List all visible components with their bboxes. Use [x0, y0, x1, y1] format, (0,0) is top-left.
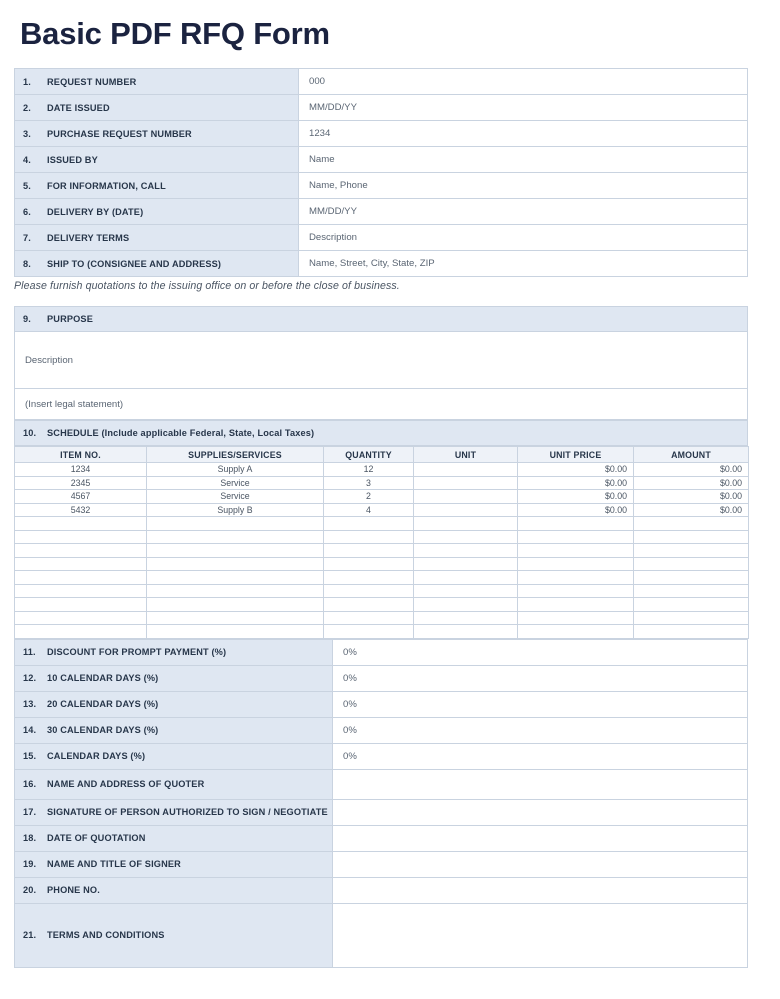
info-label-cell [15, 147, 299, 173]
table-row [15, 639, 748, 665]
info-label-cell [15, 69, 299, 95]
info-value-field[interactable]: Name [299, 147, 748, 173]
row-number: 15. [23, 751, 37, 762]
schedule-cell-empty[interactable] [147, 584, 324, 598]
quoter-label-cell [15, 877, 333, 903]
schedule-cell-empty[interactable] [414, 530, 518, 544]
table-row [15, 95, 748, 121]
row-label: DELIVERY TERMS [47, 232, 130, 243]
quoter-label-cell [15, 903, 333, 967]
schedule-cell-empty[interactable] [324, 625, 414, 639]
schedule-cell-empty[interactable] [634, 544, 749, 558]
quoter-value-field[interactable] [333, 825, 748, 851]
schedule-row [15, 463, 749, 477]
schedule-cell-unit-price[interactable]: $0.00 [518, 476, 634, 490]
schedule-row-empty [15, 517, 749, 531]
schedule-column-header: QUANTITY [324, 447, 414, 463]
info-label-cell [15, 173, 299, 199]
info-label-cell [15, 251, 299, 277]
schedule-cell-empty[interactable] [634, 557, 749, 571]
schedule-cell-empty[interactable] [147, 530, 324, 544]
schedule-cell-unit[interactable] [414, 463, 518, 477]
schedule-number: 10. [23, 428, 37, 439]
row-number: 12. [23, 673, 37, 684]
schedule-cell-empty[interactable] [324, 598, 414, 612]
schedule-cell-supplies-services[interactable]: Service [147, 490, 324, 504]
schedule-row-empty [15, 625, 749, 639]
row-number: 21. [23, 930, 37, 941]
schedule-cell-unit[interactable] [414, 490, 518, 504]
row-label: SHIP TO (CONSIGNEE AND ADDRESS) [47, 258, 222, 269]
row-label: DELIVERY BY (DATE) [47, 206, 144, 217]
schedule-cell-empty[interactable] [634, 530, 749, 544]
schedule-header-row [15, 421, 748, 446]
schedule-column-header: ITEM NO. [15, 447, 147, 463]
table-row [15, 769, 748, 799]
purpose-description-field[interactable]: Description [15, 332, 748, 389]
purpose-legal-statement-field[interactable]: (Insert legal statement) [15, 389, 748, 420]
schedule-cell-item-no[interactable]: 2345 [15, 476, 147, 490]
schedule-cell-quantity[interactable]: 12 [324, 463, 414, 477]
schedule-row [15, 503, 749, 517]
row-label: FOR INFORMATION, CALL [47, 180, 166, 191]
quoter-value-field[interactable]: 0% [333, 743, 748, 769]
schedule-cell-empty[interactable] [15, 625, 147, 639]
quoter-label-cell [15, 717, 333, 743]
row-label: NAME AND ADDRESS OF QUOTER [47, 779, 205, 790]
table-row [15, 851, 748, 877]
schedule-row-empty [15, 584, 749, 598]
schedule-cell-empty[interactable] [518, 557, 634, 571]
schedule-cell-empty[interactable] [518, 611, 634, 625]
quoter-label-cell [15, 851, 333, 877]
row-number: 6. [23, 206, 31, 217]
row-label: 10 CALENDAR DAYS (%) [47, 673, 159, 684]
schedule-row [15, 476, 749, 490]
row-label: 20 CALENDAR DAYS (%) [47, 699, 159, 710]
info-label-cell [15, 95, 299, 121]
schedule-cell-item-no[interactable]: 1234 [15, 463, 147, 477]
schedule-cell-empty[interactable] [15, 571, 147, 585]
schedule-cell-empty[interactable] [518, 625, 634, 639]
schedule-row-empty [15, 530, 749, 544]
schedule-cell-empty[interactable] [324, 584, 414, 598]
row-label: PURCHASE REQUEST NUMBER [47, 128, 192, 139]
schedule-column-header: SUPPLIES/SERVICES [147, 447, 324, 463]
schedule-table-head [15, 447, 749, 463]
schedule-cell-empty[interactable] [147, 517, 324, 531]
row-number: 17. [23, 807, 37, 818]
schedule-cell-empty[interactable] [518, 598, 634, 612]
schedule-cell-item-no[interactable]: 4567 [15, 490, 147, 504]
info-value-field[interactable]: MM/DD/YY [299, 199, 748, 225]
schedule-cell-empty[interactable] [147, 571, 324, 585]
schedule-cell-empty[interactable] [147, 598, 324, 612]
purpose-header-cell [15, 307, 748, 332]
row-number: 14. [23, 725, 37, 736]
schedule-cell-empty[interactable] [15, 584, 147, 598]
info-label-cell [15, 225, 299, 251]
schedule-cell-quantity[interactable]: 2 [324, 490, 414, 504]
quoter-label-cell [15, 825, 333, 851]
schedule-cell-empty[interactable] [414, 544, 518, 558]
quoter-value-field[interactable]: 0% [333, 665, 748, 691]
schedule-cell-supplies-services[interactable]: Supply A [147, 463, 324, 477]
row-label: REQUEST NUMBER [47, 76, 137, 87]
schedule-cell-empty[interactable] [15, 544, 147, 558]
purpose-description-row [15, 332, 748, 389]
row-number: 20. [23, 885, 37, 896]
row-label: SIGNATURE OF PERSON AUTHORIZED TO SIGN / NEGOTIATE [47, 807, 328, 818]
quoter-value-field[interactable] [333, 877, 748, 903]
schedule-cell-empty[interactable] [634, 611, 749, 625]
table-row [15, 69, 748, 95]
schedule-cell-supplies-services[interactable]: Supply B [147, 503, 324, 517]
schedule-column-header-row [15, 447, 749, 463]
schedule-row-empty [15, 557, 749, 571]
row-label: TERMS AND CONDITIONS [47, 930, 165, 941]
schedule-cell-empty[interactable] [414, 584, 518, 598]
row-number: 13. [23, 699, 37, 710]
purpose-header-row [15, 307, 748, 332]
info-value-field[interactable]: MM/DD/YY [299, 95, 748, 121]
quoter-label-cell [15, 639, 333, 665]
purpose-number: 9. [23, 314, 31, 325]
table-row [15, 225, 748, 251]
schedule-cell-unit[interactable] [414, 503, 518, 517]
info-value-field[interactable]: Description [299, 225, 748, 251]
table-row [15, 743, 748, 769]
row-label: 30 CALENDAR DAYS (%) [47, 725, 159, 736]
quoter-info-table [14, 639, 748, 968]
schedule-cell-empty[interactable] [518, 584, 634, 598]
info-value-field[interactable]: Name, Street, City, State, ZIP [299, 251, 748, 277]
table-row [15, 251, 748, 277]
schedule-cell-unit-price[interactable]: $0.00 [518, 463, 634, 477]
schedule-cell-empty[interactable] [634, 571, 749, 585]
row-number: 3. [23, 128, 31, 139]
row-number: 19. [23, 859, 37, 870]
schedule-cell-item-no[interactable]: 5432 [15, 503, 147, 517]
schedule-cell-empty[interactable] [634, 517, 749, 531]
schedule-cell-empty[interactable] [414, 517, 518, 531]
schedule-cell-empty[interactable] [15, 557, 147, 571]
schedule-header-table [14, 420, 748, 446]
quoter-value-field[interactable] [333, 903, 748, 967]
row-number: 1. [23, 76, 31, 87]
quoter-label-cell [15, 665, 333, 691]
schedule-table-body [15, 463, 749, 639]
schedule-cell-empty[interactable] [147, 557, 324, 571]
schedule-cell-empty[interactable] [147, 544, 324, 558]
schedule-cell-empty[interactable] [518, 530, 634, 544]
table-row [15, 799, 748, 825]
table-row [15, 691, 748, 717]
table-row [15, 877, 748, 903]
quoter-value-field[interactable]: 0% [333, 639, 748, 665]
schedule-row-empty [15, 544, 749, 558]
schedule-row-empty [15, 598, 749, 612]
table-row [15, 147, 748, 173]
schedule-cell-empty[interactable] [324, 611, 414, 625]
schedule-cell-empty[interactable] [324, 557, 414, 571]
schedule-cell-empty[interactable] [518, 517, 634, 531]
schedule-cell-empty[interactable] [324, 517, 414, 531]
table-row [15, 903, 748, 967]
table-row [15, 825, 748, 851]
quoter-label-cell [15, 691, 333, 717]
schedule-column-header: UNIT [414, 447, 518, 463]
row-number: 5. [23, 180, 31, 191]
table-row [15, 121, 748, 147]
schedule-table [14, 446, 749, 639]
schedule-cell-empty[interactable] [324, 530, 414, 544]
table-row [15, 665, 748, 691]
schedule-cell-empty[interactable] [414, 598, 518, 612]
quoter-value-field[interactable] [333, 851, 748, 877]
schedule-cell-quantity[interactable]: 3 [324, 476, 414, 490]
schedule-cell-empty[interactable] [324, 571, 414, 585]
quoter-info-body [15, 639, 748, 967]
schedule-cell-amount[interactable]: $0.00 [634, 476, 749, 490]
row-number: 18. [23, 833, 37, 844]
info-value-field[interactable]: Name, Phone [299, 173, 748, 199]
request-info-table [14, 68, 748, 277]
info-value-field[interactable]: 1234 [299, 121, 748, 147]
quoter-value-field[interactable]: 0% [333, 717, 748, 743]
row-label: PHONE NO. [47, 885, 100, 896]
schedule-column-header: UNIT PRICE [518, 447, 634, 463]
quoter-value-field[interactable] [333, 769, 748, 799]
row-label: CALENDAR DAYS (%) [47, 751, 146, 762]
schedule-cell-unit-price[interactable]: $0.00 [518, 490, 634, 504]
row-number: 4. [23, 154, 31, 165]
schedule-cell-empty[interactable] [518, 571, 634, 585]
schedule-row [15, 490, 749, 504]
schedule-cell-empty[interactable] [634, 625, 749, 639]
schedule-row-empty [15, 571, 749, 585]
row-label: DISCOUNT FOR PROMPT PAYMENT (%) [47, 647, 227, 658]
schedule-cell-empty[interactable] [518, 544, 634, 558]
request-info-body [15, 69, 748, 277]
schedule-cell-empty[interactable] [15, 611, 147, 625]
schedule-cell-empty[interactable] [414, 557, 518, 571]
schedule-cell-empty[interactable] [414, 611, 518, 625]
info-label-cell [15, 121, 299, 147]
schedule-cell-empty[interactable] [634, 584, 749, 598]
schedule-cell-empty[interactable] [15, 517, 147, 531]
purpose-legal-row [15, 389, 748, 420]
schedule-cell-supplies-services[interactable]: Service [147, 476, 324, 490]
info-label-cell [15, 199, 299, 225]
table-row [15, 717, 748, 743]
schedule-cell-quantity[interactable]: 4 [324, 503, 414, 517]
row-number: 16. [23, 779, 37, 790]
schedule-cell-empty[interactable] [414, 625, 518, 639]
row-label: DATE ISSUED [47, 102, 110, 113]
table-row [15, 173, 748, 199]
schedule-cell-empty[interactable] [147, 611, 324, 625]
quoter-label-cell [15, 799, 333, 825]
info-value-field[interactable]: 000 [299, 69, 748, 95]
schedule-cell-unit-price[interactable]: $0.00 [518, 503, 634, 517]
quoter-value-field[interactable] [333, 799, 748, 825]
schedule-cell-empty[interactable] [324, 544, 414, 558]
row-number: 7. [23, 232, 31, 243]
schedule-cell-empty[interactable] [15, 530, 147, 544]
schedule-cell-empty[interactable] [15, 598, 147, 612]
schedule-header-cell [15, 421, 748, 446]
table-row [15, 199, 748, 225]
row-label: ISSUED BY [47, 154, 98, 165]
row-label: DATE OF QUOTATION [47, 833, 146, 844]
page-title: Basic PDF RFQ Form [20, 16, 330, 51]
schedule-cell-empty[interactable] [414, 571, 518, 585]
purpose-table [14, 306, 748, 420]
schedule-cell-empty[interactable] [634, 598, 749, 612]
furnish-quotations-note: Please furnish quotations to the issuing office on or before the close of business. [14, 280, 400, 293]
schedule-label: SCHEDULE (Include applicable Federal, State, Local Taxes) [47, 428, 315, 439]
schedule-column-header: AMOUNT [634, 447, 749, 463]
row-label: NAME AND TITLE OF SIGNER [47, 859, 181, 870]
row-number: 8. [23, 258, 31, 269]
row-number: 11. [23, 647, 36, 658]
purpose-label: PURPOSE [47, 314, 93, 325]
row-number: 2. [23, 102, 31, 113]
schedule-cell-amount[interactable]: $0.00 [634, 463, 749, 477]
schedule-cell-amount[interactable]: $0.00 [634, 503, 749, 517]
schedule-row-empty [15, 611, 749, 625]
quoter-label-cell [15, 769, 333, 799]
schedule-cell-empty[interactable] [147, 625, 324, 639]
quoter-label-cell [15, 743, 333, 769]
schedule-cell-unit[interactable] [414, 476, 518, 490]
schedule-cell-amount[interactable]: $0.00 [634, 490, 749, 504]
quoter-value-field[interactable]: 0% [333, 691, 748, 717]
